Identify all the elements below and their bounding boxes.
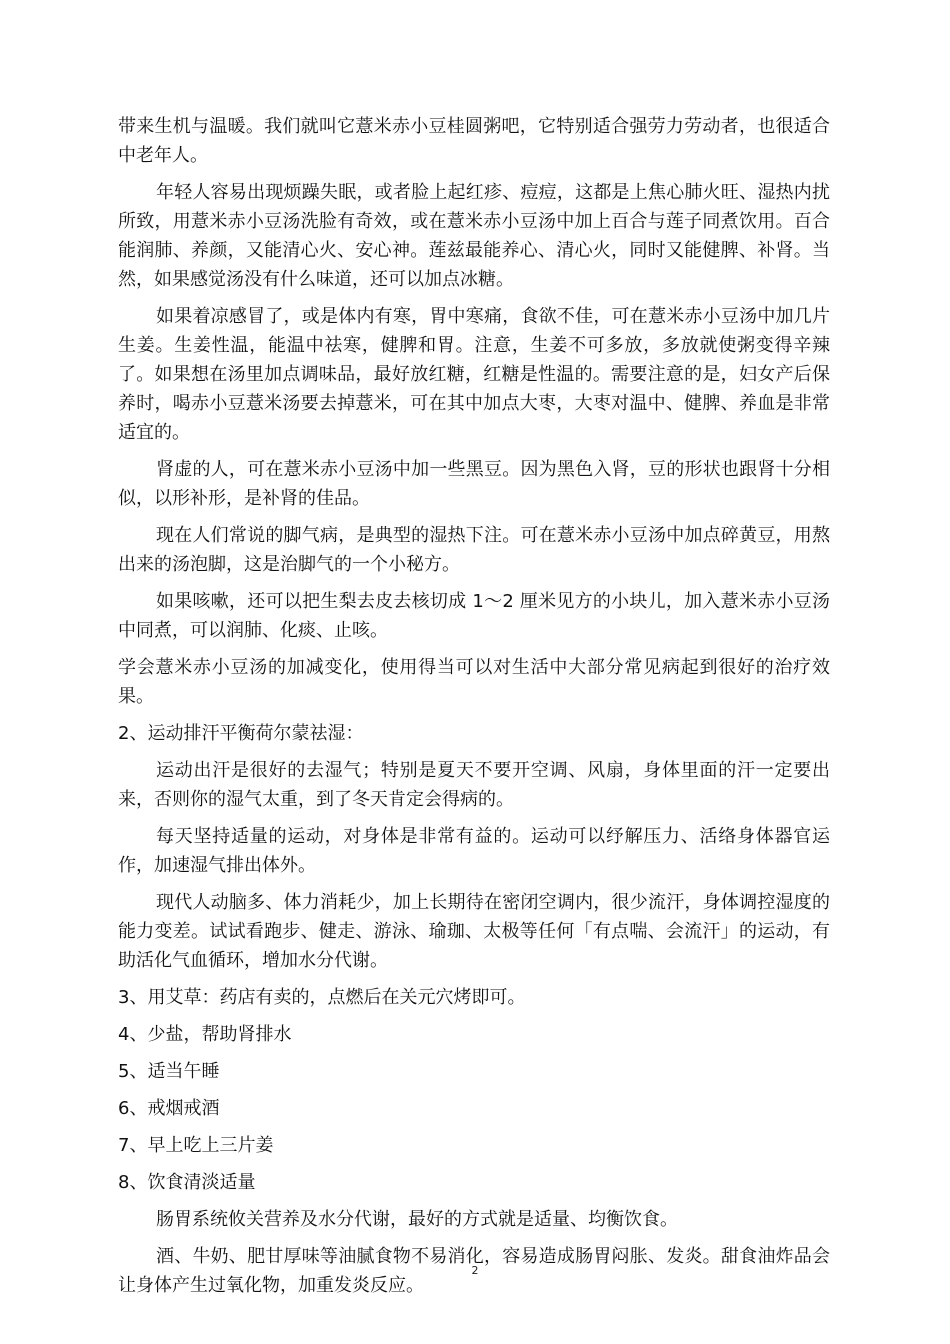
list-item: 4、少盐，帮助肾排水 (118, 1024, 292, 1045)
section-heading: 2、运动排汗平衡荷尔蒙祛湿： (118, 723, 364, 744)
paragraph: 年轻人容易出现烦躁失眠，或者脸上起红疹、痘痘，这都是上焦心肺火旺、湿热内扰所致，用薏米赤小豆汤洗脸有奇效，或在薏米赤小豆汤中加上百合与莲子同煮饮用。百合能润肺、养颜，又能清心火、安心神。莲兹最能养心、清心火，同时又能健脾、补肾。当然，如果感觉汤没有什么味道，还可以加点冰糖。 (118, 182, 830, 290)
paragraph: 酒、牛奶、肥甘厚味等油腻食物不易消化，容易造成肠胃闷胀、发炎。甜食油炸品会让身体产生过氧化物，加重发炎反应。 (118, 1246, 830, 1296)
page-number: 2 (471, 1264, 479, 1277)
document-body (118, 112, 830, 1308)
paragraph: 学会薏米赤小豆汤的加减变化，使用得当可以对生活中大部分常见病起到很好的治疗效果。 (118, 657, 830, 707)
paragraph: 现代人动脑多、体力消耗少，加上长期待在密闭空调内，很少流汗，身体调控湿度的能力变差。试试看跑步、健走、游泳、瑜珈、太极等任何「有点喘、会流汗」的运动，有助活化气血循环，增加水分代谢。 (118, 892, 830, 971)
list-item: 3、用艾草：药店有卖的，点燃后在关元穴烤即可。 (118, 987, 526, 1008)
paragraph: 肾虚的人，可在薏米赤小豆汤中加一些黑豆。因为黑色入肾，豆的形状也跟肾十分相似，以形补形，是补肾的佳品。 (118, 459, 830, 509)
paragraph: 每天坚持适量的运动，对身体是非常有益的。运动可以纾解压力、活络身体器官运作，加速湿气排出体外。 (118, 826, 830, 876)
paragraph: 运动出汗是很好的去湿气；特别是夏天不要开空调、风扇，身体里面的汗一定要出来，否则你的湿气太重，到了冬天肯定会得病的。 (118, 760, 830, 810)
paragraph: 如果着凉感冒了，或是体内有寒，胃中寒痛，食欲不佳，可在薏米赤小豆汤中加几片生姜。生姜性温，能温中祛寒，健脾和胃。注意，生姜不可多放，多放就使粥变得辛辣了。如果想在汤里加点调味品，最好放红糖，红糖是性温的。需要注意的是，妇女产后保养时，喝赤小豆薏米汤要去掉薏米，可在其中加点大枣，大枣对温中、健脾、养血是非常适宜的。 (118, 306, 830, 443)
paragraph: 现在人们常说的脚气病，是典型的湿热下注。可在薏米赤小豆汤中加点碎黄豆，用熬出来的汤泡脚，这是治脚气的一个小秘方。 (118, 525, 830, 575)
paragraph: 如果咳嗽，还可以把生梨去皮去核切成 1～2 厘米见方的小块儿，加入薏米赤小豆汤中同煮，可以润肺、化痰、止咳。 (118, 591, 830, 641)
paragraph: 带来生机与温暖。我们就叫它薏米赤小豆桂圆粥吧，它特别适合强劳力劳动者，也很适合中老年人。 (118, 116, 830, 166)
list-item: 8、饮食清淡适量 (118, 1172, 256, 1193)
list-item: 7、早上吃上三片姜 (118, 1135, 274, 1156)
list-item: 5、适当午睡 (118, 1061, 220, 1082)
paragraph: 肠胃系统攸关营养及水分代谢，最好的方式就是适量、均衡饮食。 (156, 1209, 678, 1230)
list-item: 6、戒烟戒酒 (118, 1098, 220, 1119)
